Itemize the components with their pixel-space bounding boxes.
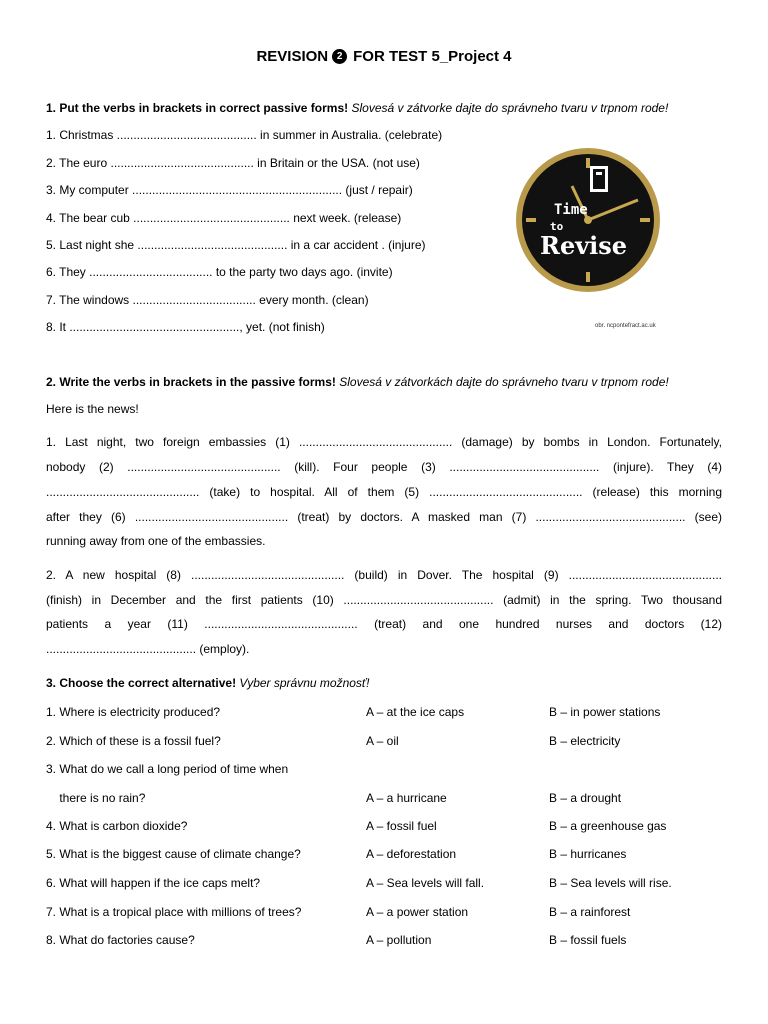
ex3-option-a: A – oil: [366, 734, 399, 748]
ex3-question: 2. Which of these is a fossil fuel?: [46, 734, 221, 748]
ex3-question: there is no rain?: [46, 791, 146, 805]
ex3-question: 6. What will happen if the ice caps melt?: [46, 876, 261, 890]
number-two-icon: 2: [332, 49, 347, 64]
ex3-question: 7. What is a tropical place with millions of trees?: [46, 905, 302, 919]
ex1-item: 5. Last night she ............................................. in a car accident . (injure): [46, 238, 426, 252]
ex2-heading-bold: 2. Write the verbs in brackets in the passive forms!: [46, 375, 336, 389]
ex3-option-b: B – a drought: [549, 791, 622, 805]
title-before: REVISION: [256, 48, 329, 65]
ex2-intro: Here is the news!: [46, 402, 139, 416]
ex1-item: 1. Christmas .......................................... in summer in Australia. (celebrate): [46, 128, 443, 142]
ex3-option-b: B – electricity: [549, 734, 621, 748]
ex1-item: 6. They ..................................... to the party two days ago. (invite): [46, 265, 393, 279]
ex3-option-b: B – hurricanes: [549, 847, 627, 861]
ex1-item: 7. The windows ..................................... every month. (clean): [46, 293, 369, 307]
ex3-option-a: A – Sea levels will fall.: [366, 876, 485, 890]
ex2-paragraph2-line: 2. A new hospital (8) .............................................. (build) in Dover. The hospital (9) ..............................................: [46, 568, 722, 582]
ex3-question: 4. What is carbon dioxide?: [46, 819, 188, 833]
ex3-question: 5. What is the biggest cause of climate change?: [46, 847, 301, 861]
time-to-revise-clock-image: [514, 146, 662, 294]
ex2-paragraph1-line: after they (6) .............................................. (treat) by doctors. A masked man (7) ............................................. (see): [46, 510, 722, 524]
ex3-question: 3. What do we call a long period of time when: [46, 762, 289, 776]
ex3-option-b: B – a greenhouse gas: [549, 819, 667, 833]
ex3-option-b: B – in power stations: [549, 705, 661, 719]
ex1-item: 2. The euro ........................................... in Britain or the USA. (not use): [46, 156, 420, 170]
ex3-heading-bold: 3. Choose the correct alternative!: [46, 676, 237, 690]
ex3-heading: [46, 676, 370, 690]
page-title: [0, 48, 768, 65]
ex2-paragraph1-line: running away from one of the embassies.: [46, 534, 266, 548]
ex3-option-a: A – a power station: [366, 905, 469, 919]
clock-text-to: to: [550, 220, 564, 233]
ex2-paragraph2-line: (finish) in December and the first patients (10) ............................................. (admit) in the spring. Two thousand: [46, 593, 722, 607]
ex1-heading-instruction: Slovesá v zátvorke dajte do správneho tvaru v trpnom rode!: [351, 101, 669, 115]
ex3-option-b: B – Sea levels will rise.: [549, 876, 672, 890]
ex2-paragraph1-line: nobody (2) .............................................. (kill). Four people (3) ............................................. (injure). They (4): [46, 460, 722, 474]
ex3-option-a: A – at the ice caps: [366, 705, 465, 719]
image-credit: obr. ncpontefract.ac.uk: [595, 323, 656, 329]
ex3-option-a: A – pollution: [366, 933, 432, 947]
ex1-item: 8. It ..................................................., yet. (not finish): [46, 320, 325, 334]
ex2-paragraph2-line: patients a year (11) .............................................. (treat) and one hundred nurses and doctors (12): [46, 617, 722, 631]
ex3-option-a: A – fossil fuel: [366, 819, 437, 833]
ex2-heading-instruction: Slovesá v zátvorkách dajte do správneho tvaru v trpnom rode!: [339, 375, 669, 389]
ex1-heading-bold: 1. Put the verbs in brackets in correct passive forms!: [46, 101, 349, 115]
ex1-heading: [46, 101, 668, 115]
ex3-option-a: A – a hurricane: [366, 791, 447, 805]
ex3-question: 8. What do factories cause?: [46, 933, 195, 947]
ex3-heading-instruction: Vyber správnu možnosť!: [239, 676, 370, 690]
ex3-question: 1. Where is electricity produced?: [46, 705, 221, 719]
ex1-item: 4. The bear cub ............................................... next week. (release): [46, 211, 402, 225]
title-after: FOR TEST 5_Project 4: [353, 48, 512, 65]
ex2-paragraph1-line: 1. Last night, two foreign embassies (1) .............................................. (damage) by bombs in London. Fortunately,: [46, 435, 722, 449]
clock-text-time: Time: [554, 202, 588, 218]
clock-text-revise: Revise: [540, 231, 628, 260]
ex1-item: 3. My computer ............................................................... (just / repair): [46, 183, 413, 197]
ex3-option-b: B – a rainforest: [549, 905, 631, 919]
ex3-option-a: A – deforestation: [366, 847, 457, 861]
ex2-paragraph2-line: ............................................. (employ).: [46, 642, 250, 656]
ex3-option-b: B – fossil fuels: [549, 933, 627, 947]
ex2-heading: [46, 375, 669, 389]
ex2-paragraph1-line: .............................................. (take) to hospital. All of them (5) .............................................. (release) this morning: [46, 485, 722, 499]
